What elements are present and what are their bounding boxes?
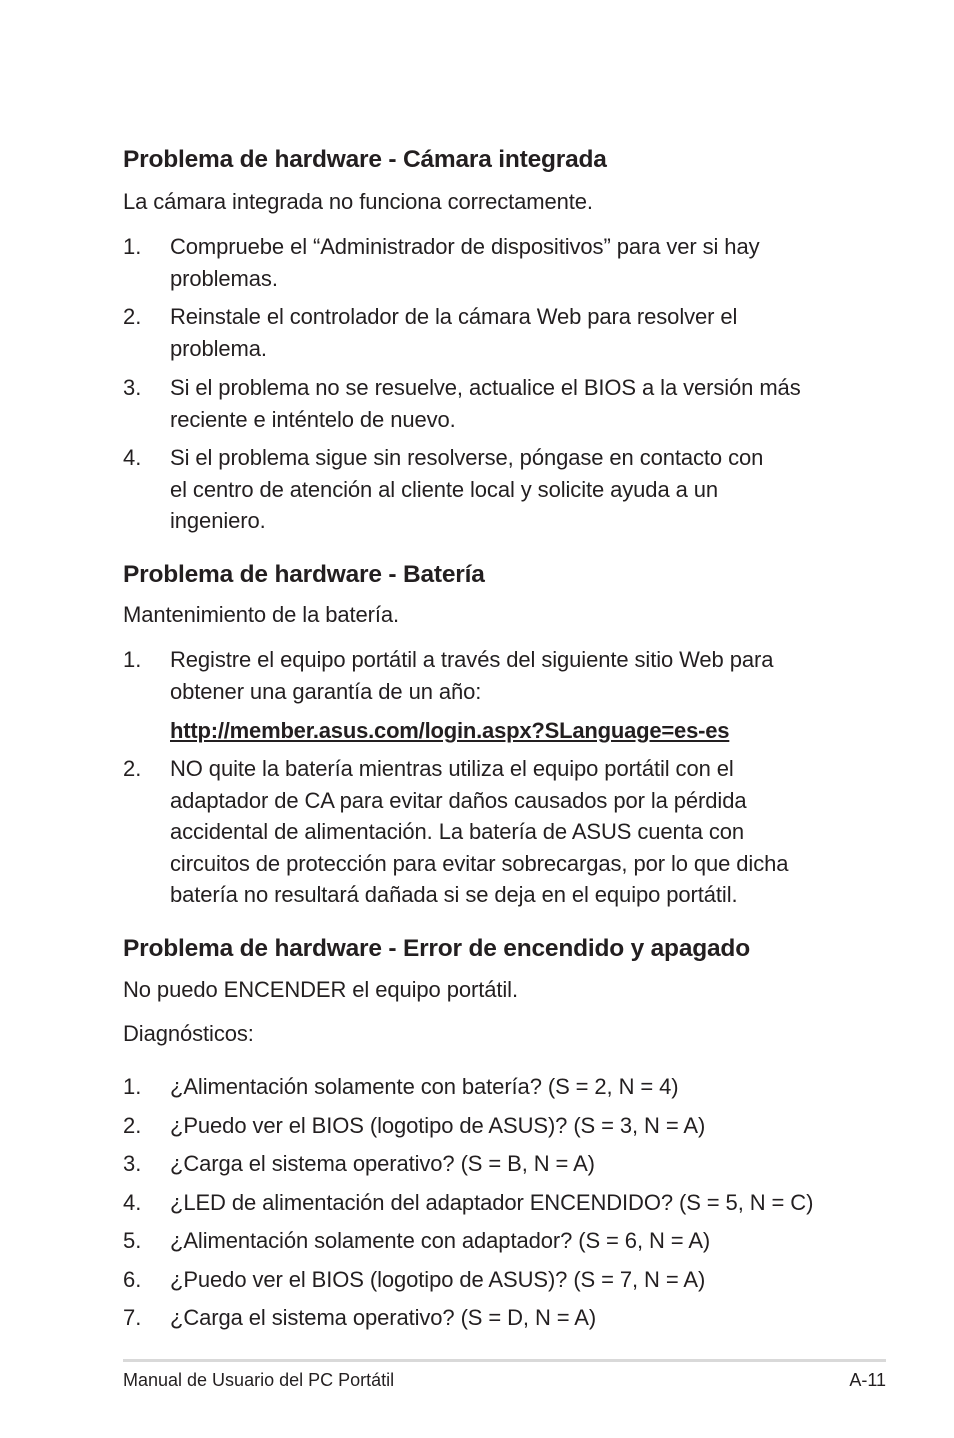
list-text: Si el problema sigue sin resolverse, póngase en contacto con el centro de atención al cliente local y solicite ayuda a un ingeniero.: [170, 445, 764, 534]
list-number: 1.: [123, 647, 142, 672]
list-text: ¿LED de alimentación del adaptador ENCENDIDO? (S = 5, N = C): [170, 1190, 814, 1215]
list-number: 7.: [123, 1305, 142, 1330]
list-text: ¿Alimentación solamente con adaptador? (S = 6, N = A): [170, 1228, 711, 1253]
list-number: 2.: [123, 756, 142, 781]
section-intro-battery: Mantenimiento de la batería.: [123, 602, 400, 627]
footer-title: Manual de Usuario del PC Portátil: [123, 1370, 395, 1390]
list-number: 1.: [123, 1074, 142, 1099]
footer-divider: [123, 1359, 886, 1362]
list-text: ¿Carga el sistema operativo? (S = D, N = A): [170, 1305, 597, 1330]
list-number: 2.: [123, 1113, 142, 1138]
list-number: 6.: [123, 1267, 142, 1292]
list-text: ¿Puedo ver el BIOS (logotipo de ASUS)? (S = 7, N = A): [170, 1267, 706, 1292]
list-text: ¿Puedo ver el BIOS (logotipo de ASUS)? (S = 3, N = A): [170, 1113, 706, 1138]
list-text: Compruebe el “Administrador de dispositivos” para ver si hay problemas.: [170, 234, 760, 291]
section-intro-power: No puedo ENCENDER el equipo portátil.: [123, 977, 518, 1002]
list-text: ¿Carga el sistema operativo? (S = B, N = A): [170, 1151, 595, 1176]
list-number: 4.: [123, 445, 142, 470]
list-number: 3.: [123, 375, 142, 400]
page-number: A-11: [849, 1370, 886, 1390]
section-heading-power: Problema de hardware - Error de encendido y apagado: [123, 935, 750, 962]
list-text: NO quite la batería mientras utiliza el equipo portátil con el adaptador de CA para evitar daños causados por la pérdida accidental de alimentación. La batería de ASUS cuenta con circuitos de protección para evitar sobrecargas, por lo que dicha batería no resultará dañada si se deja en el equipo portátil.: [170, 756, 789, 908]
list-number: 5.: [123, 1228, 142, 1253]
diagnostics-label: Diagnósticos:: [123, 1021, 254, 1046]
registration-link[interactable]: http://member.asus.com/login.aspx?SLanguage=es-es: [170, 718, 730, 743]
list-number: 3.: [123, 1151, 142, 1176]
list-number: 2.: [123, 304, 142, 329]
list-text: Reinstale el controlador de la cámara Web para resolver el problema.: [170, 304, 738, 361]
list-text: ¿Alimentación solamente con batería? (S = 2, N = 4): [170, 1074, 679, 1099]
section-heading-camera: Problema de hardware - Cámara integrada: [123, 146, 607, 173]
list-text: Registre el equipo portátil a través del siguiente sitio Web para obtener una garantía de un año:: [170, 647, 774, 704]
section-intro-camera: La cámara integrada no funciona correctamente.: [123, 189, 593, 214]
section-heading-battery: Problema de hardware - Batería: [123, 561, 485, 588]
list-number: 1.: [123, 234, 142, 259]
list-text: Si el problema no se resuelve, actualice el BIOS a la versión más reciente e inténtelo de nuevo.: [170, 375, 801, 432]
list-number: 4.: [123, 1190, 142, 1215]
